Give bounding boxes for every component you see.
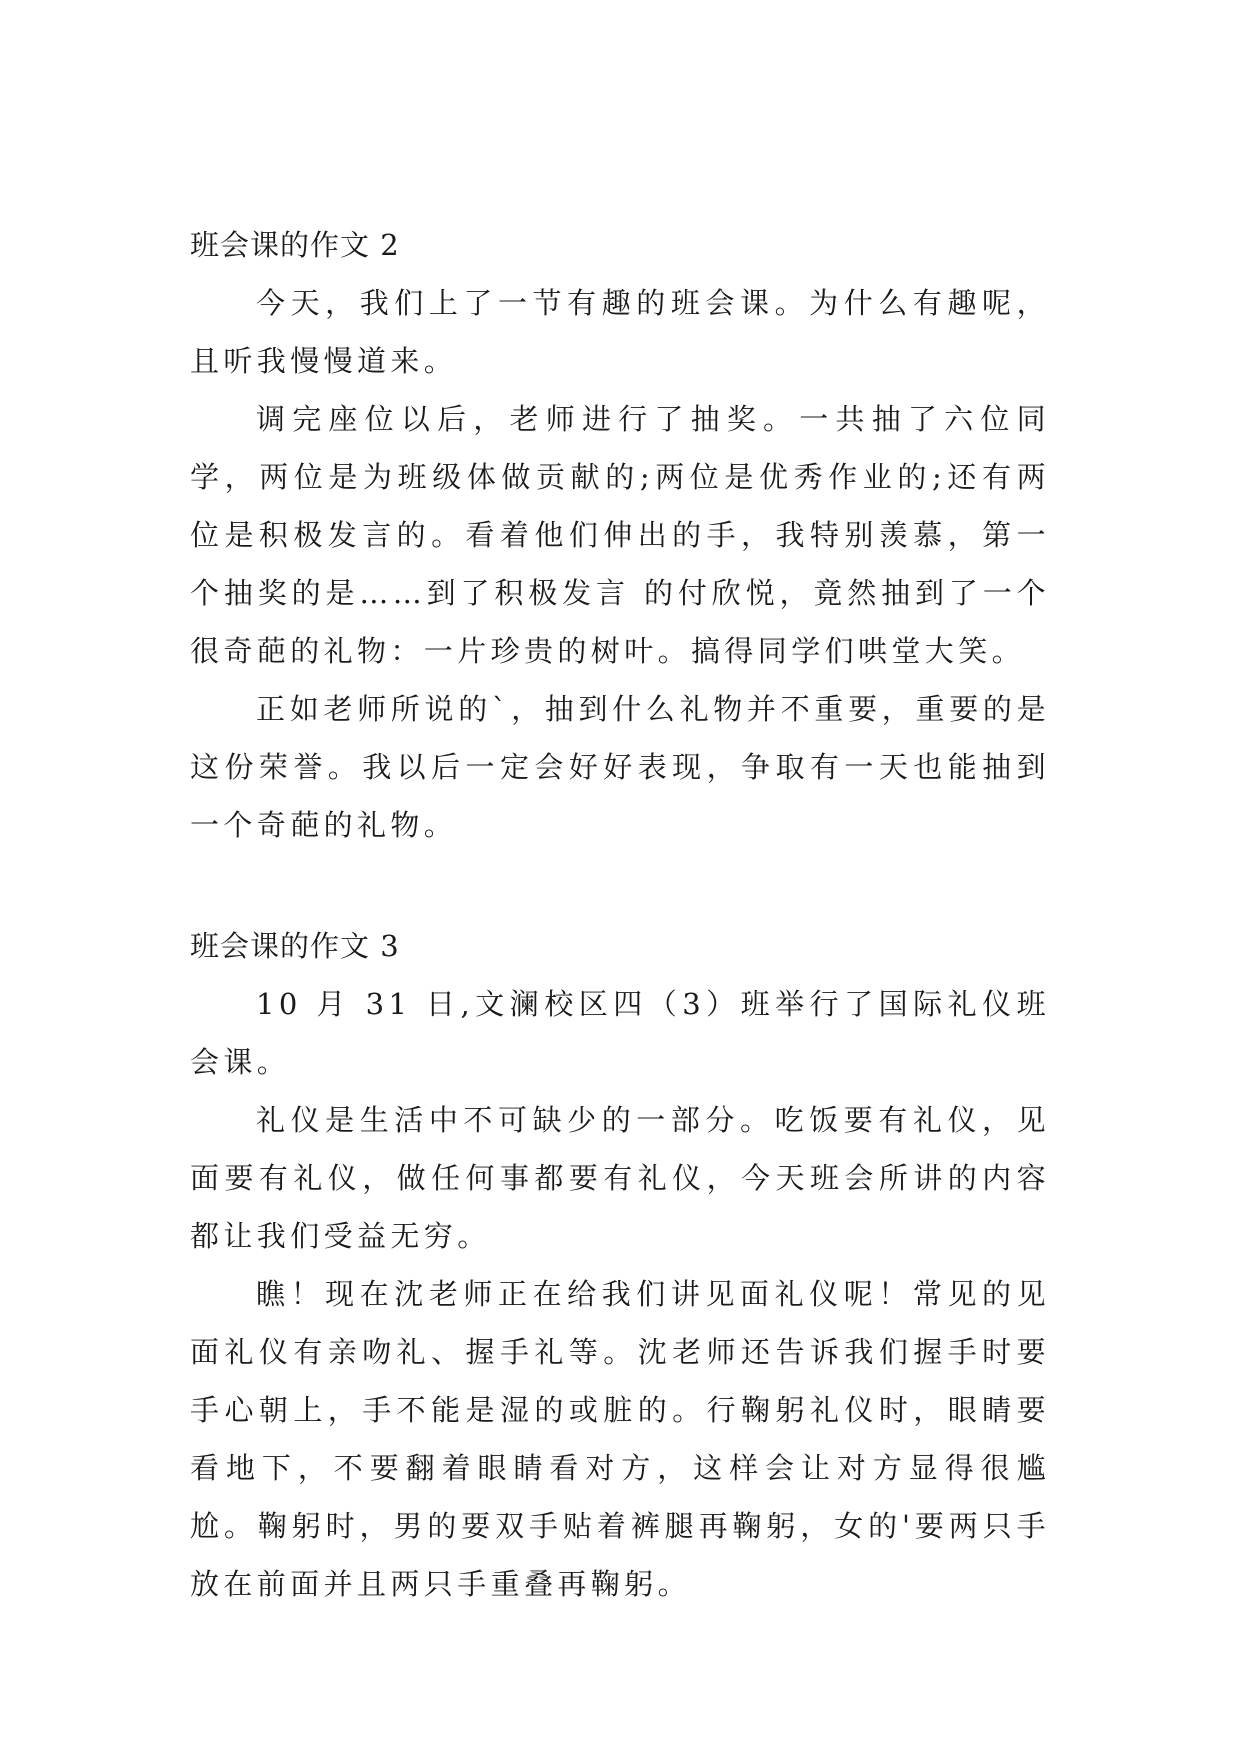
essay-2-paragraph-1: 今天，我们上了一节有趣的班会课。为什么有趣呢，且听我慢慢道来。 bbox=[190, 286, 1050, 378]
essay-3-paragraph-1: 10 月 31 日,文澜校区四（3）班举行了国际礼仪班会课。 bbox=[190, 987, 1050, 1079]
essay-3 bbox=[190, 917, 1050, 1613]
essay-3-paragraph-2: 礼仪是生活中不可缺少的一部分。吃饭要有礼仪，见面要有礼仪，做任何事都要有礼仪，今天班会所讲的内容都让我们受益无穷。 bbox=[190, 1103, 1050, 1253]
essay-2-paragraph-3: 正如老师所说的`，抽到什么礼物并不重要，重要的是这份荣誉。我以后一定会好好表现，争取有一天也能抽到一个奇葩的礼物。 bbox=[190, 692, 1050, 842]
essay-2-title: 班会课的作文 2 bbox=[190, 228, 400, 262]
essay-3-paragraph-3: 瞧！现在沈老师正在给我们讲见面礼仪呢！常见的见面礼仪有亲吻礼、握手礼等。沈老师还告诉我们握手时要手心朝上，手不能是湿的或脏的。行鞠躬礼仪时，眼睛要看地下，不要翻着眼睛看对方，这样会让对方显得很尴尬。鞠躬时，男的要双手贴着裤腿再鞠躬，女的'要两只手放在前面并且两只手重叠再鞠躬。 bbox=[190, 1277, 1050, 1601]
essay-3-title: 班会课的作文 3 bbox=[190, 929, 400, 963]
essay-2 bbox=[190, 216, 1050, 854]
essay-2-paragraph-2: 调完座位以后，老师进行了抽奖。一共抽了六位同学，两位是为班级体做贡献的;两位是优秀作业的;还有两位是积极发言的。看着他们伸出的手，我特别羡慕，第一个抽奖的是……到了积极发言 的付欣悦，竟然抽到了一个很奇葩的礼物：一片珍贵的树叶。搞得同学们哄堂大笑。 bbox=[190, 402, 1050, 668]
